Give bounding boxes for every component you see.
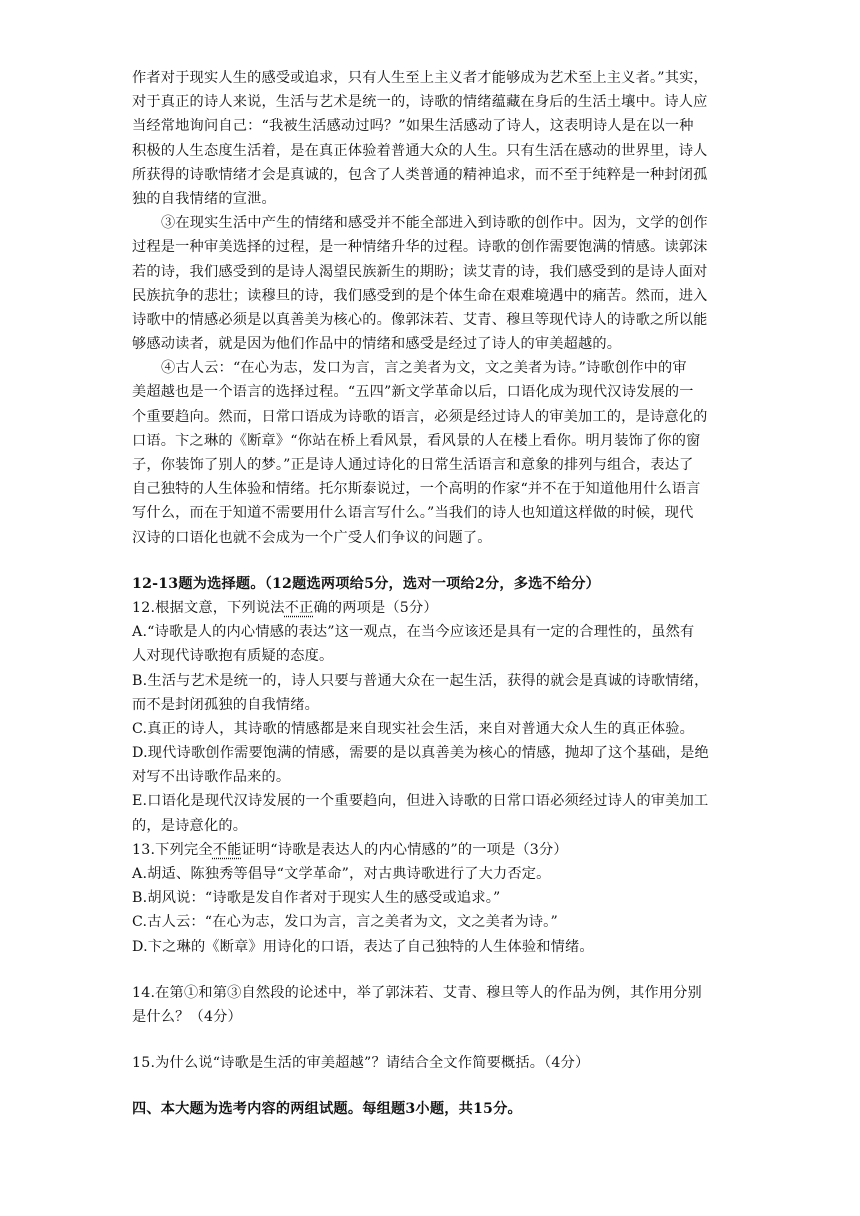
text-line: 过程是一种审美选择的过程，是一种情绪升华的过程。诗歌的创作需要饱满的情感。读郭沫 (132, 239, 708, 256)
option-b: B.生活与艺术是统一的，诗人只要与普通大众在一起生活，获得的就会是真诚的诗歌情绪， (132, 672, 709, 689)
emphasis-dots: 不能 (212, 841, 242, 858)
text-line: ③在现实生活中产生的情绪和感受并不能全部进入到诗歌的创作中。因为，文学的创作 (161, 215, 708, 232)
question-12 (132, 596, 728, 838)
option-c: C.古人云：“在心为志，发口为言，言之美者为文，文之美者为诗。” (132, 914, 558, 931)
text-line: 口语。卞之琳的《断章》“你站在桥上看风景，看风景的人在楼上看你。明月装饰了你的窗 (132, 432, 701, 449)
question-stem (132, 838, 728, 862)
stem-text: 确的两项是（5分） (313, 599, 438, 616)
option-b: B.胡风说：“诗歌是发自作者对于现实人生的感受或追求。” (132, 890, 501, 907)
text-line: ④古人云：“在心为志，发口为言，言之美者为文，文之美者为诗。”诗歌创作中的审 (161, 360, 687, 377)
stem-text: 12.根据文意，下列说法 (132, 599, 285, 616)
text-line: 够感动读者，就是因为他们作品中的情绪和感受是经过了诗人的审美超越的。 (132, 336, 622, 353)
option-a: A.胡适、陈独秀等倡导“文学革命”，对古典诗歌进行了大力否定。 (132, 866, 551, 882)
text-line: 诗歌中的情感必须是以真善美为核心的。像郭沫若、艾青、穆旦等现代诗人的诗歌之所以能 (132, 311, 708, 328)
option-d: D.现代诗歌创作需要饱满的情感，需要的是以真善美为核心的情感，抛却了这个基础，是绝 (132, 745, 709, 762)
text-line: 对于真正的诗人来说，生活与艺术是统一的，诗歌的情绪蕴藏在身后的生活土壤中。诗人应 (132, 94, 708, 111)
text-line: 写什么，而在于知道不需要用什么语言写什么。”当我们的诗人也知道这样做的时候，现代 (132, 505, 694, 522)
option-d: D.卞之琳的《断章》用诗化的口语，表达了自己独特的人生体验和情绪。 (132, 938, 594, 955)
stem-text: 证明“诗歌是表达人的内心情感的”的一项是（3分） (241, 841, 568, 858)
emphasis-dots: 不正 (284, 599, 314, 616)
section-heading: 四、本大题为选考内容的两组试题。每组题3小题，共15分。 (132, 1101, 522, 1118)
option-a: A.“诗歌是人的内心情感的表达”这一观点，在当今应该还是具有一定的合理性的，虽然有 (132, 624, 695, 641)
option-e: E.口语化是现代汉诗发展的一个重要趋向，但进入诗歌的日常口语必须经过诗人的审美加工 (132, 793, 709, 810)
text-line: 积极的人生态度生活着，是在真正体验着普通大众的人生。只有生活在感动的世界里，诗人 (132, 142, 708, 159)
question-15: 15.为什么说“诗歌是生活的审美超越”？请结合全文作简要概括。（4分） (132, 1055, 590, 1072)
option-b-cont: 而不是封闭孤独的自我情绪。 (132, 696, 320, 713)
text-line: 民族抗争的悲壮；读穆旦的诗，我们感受到的是个体生命在艰难境遇中的痛苦。然而，进入 (132, 287, 708, 304)
text-line: 汉诗的口语化也就不会成为一个广受人们争议的问题了。 (132, 529, 492, 546)
question-stem: 14.在第①和第③自然段的论述中，举了郭沫若、艾青、穆旦等人的作品为例，其作用分别 (132, 984, 702, 1001)
passage-paragraph-4 (132, 356, 728, 550)
question-stem (132, 596, 728, 620)
section-note: 12-13题为选择题。（12题选两项给5分，选对一项给2分，多选不给分） (132, 575, 601, 592)
question-14 (132, 981, 728, 1029)
text-line: 自己独特的人生体验和情绪。托尔斯泰说过，一个高明的作家“并不在于知道他用什么语言 (132, 481, 701, 498)
option-e-cont: 的，是诗意化的。 (132, 817, 248, 834)
text-line: 作者对于现实人生的感受或追求，只有人生至上主义者才能够成为艺术至上主义者。”其实， (132, 70, 708, 86)
question-13 (132, 838, 728, 959)
text-line: 所获得的诗歌情绪才会是真诚的，包含了人类普通的精神追求，而不至于纯粹是一种封闭孤 (132, 166, 708, 183)
exam-page (132, 66, 728, 1122)
text-line: 子，你装饰了别人的梦。”正是诗人通过诗化的日常生活语言和意象的排列与组合，表达了 (132, 457, 694, 473)
text-line: 个重要趋向。然而，日常口语成为诗歌的语言，必须是经过诗人的审美加工的，是诗意化的 (132, 408, 708, 425)
passage-paragraph-2-tail (132, 66, 728, 211)
passage-paragraph-3 (132, 211, 728, 356)
text-line: 美超越也是一个语言的选择过程。“五四”新文学革命以后，口语化成为现代汉诗发展的一 (132, 384, 694, 401)
question-stem-cont: 是什么？（4分） (132, 1008, 242, 1025)
stem-text: 13.下列完全 (132, 841, 213, 858)
text-line: 独的自我情绪的宣泄。 (132, 190, 276, 207)
text-line: 若的诗，我们感受到的是诗人渴望民族新生的期盼；读艾青的诗，我们感受到的是诗人面对 (132, 263, 708, 280)
option-a-cont: 人对现代诗歌抱有质疑的态度。 (132, 648, 334, 665)
option-d-cont: 对写不出诗歌作品来的。 (132, 769, 291, 786)
text-line: 当经常地询问自己：“我被生活感动过吗？”如果生活感动了诗人，这表明诗人是在以一种 (132, 118, 694, 135)
option-c: C.真正的诗人，其诗歌的情感都是来自现实社会生活，来自对普通大众人生的真正体验。 (132, 720, 694, 737)
